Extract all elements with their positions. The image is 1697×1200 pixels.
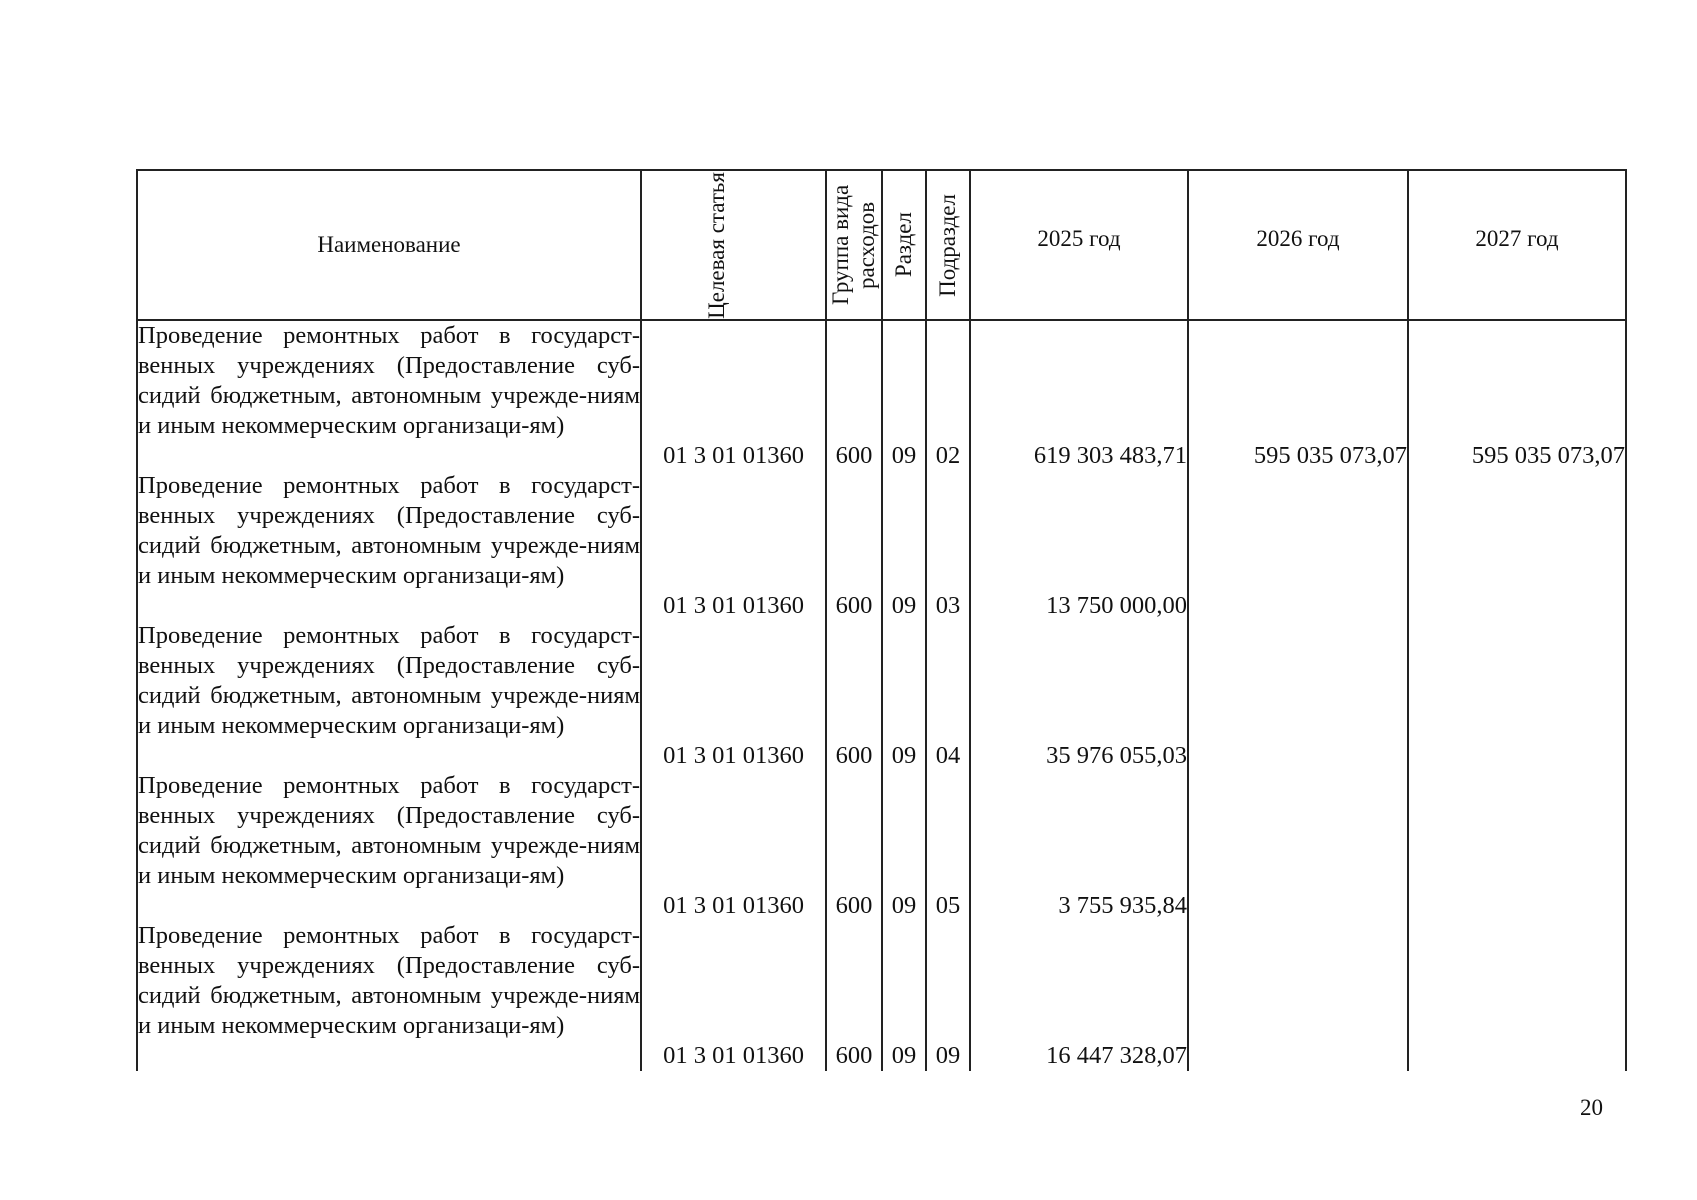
row-section: 09 <box>882 921 926 1071</box>
header-section: Раздел <box>882 170 926 320</box>
row-amount-2025: 3 755 935,84 <box>970 771 1188 921</box>
row-target-article: 01 3 01 01360 <box>641 320 826 471</box>
row-subsection: 05 <box>926 771 970 921</box>
row-name: Проведение ремонтных работ в государст-венных учреждениях (Предоставление суб-сидий бюджетным, автономным учрежде-ниям и иным некоммерческим организаци-ям) <box>137 621 641 771</box>
header-row <box>137 170 1626 320</box>
table-row <box>137 921 1626 1071</box>
row-amount-2025: 35 976 055,03 <box>970 621 1188 771</box>
row-name: Проведение ремонтных работ в государст-венных учреждениях (Предоставление суб-сидий бюджетным, автономным учрежде-ниям и иным некоммерческим организаци-ям) <box>137 320 641 471</box>
row-target-article: 01 3 01 01360 <box>641 771 826 921</box>
row-expense-group: 600 <box>826 471 882 621</box>
row-amount-2027 <box>1408 771 1626 921</box>
table-row <box>137 471 1626 621</box>
header-name: Наименование <box>137 170 641 320</box>
row-amount-2026 <box>1188 921 1408 1071</box>
row-amount-2026 <box>1188 471 1408 621</box>
header-subsection: Подраздел <box>926 170 970 320</box>
header-expense-group: Группа вида расходов <box>826 170 882 320</box>
row-name: Проведение ремонтных работ в государст-венных учреждениях (Предоставление суб-сидий бюджетным, автономным учрежде-ниям и иным некоммерческим организаци-ям) <box>137 921 641 1071</box>
row-amount-2027 <box>1408 921 1626 1071</box>
row-target-article: 01 3 01 01360 <box>641 921 826 1071</box>
row-amount-2025: 16 447 328,07 <box>970 921 1188 1071</box>
row-amount-2027 <box>1408 621 1626 771</box>
row-section: 09 <box>882 621 926 771</box>
row-amount-2025: 619 303 483,71 <box>970 320 1188 471</box>
header-year-2026: 2026 год <box>1188 170 1408 320</box>
row-subsection: 04 <box>926 621 970 771</box>
page-number: 20 <box>1580 1095 1603 1120</box>
row-amount-2027 <box>1408 471 1626 621</box>
row-amount-2026 <box>1188 771 1408 921</box>
header-year-2025: 2025 год <box>970 170 1188 320</box>
row-section: 09 <box>882 771 926 921</box>
row-amount-2026 <box>1188 621 1408 771</box>
row-subsection: 02 <box>926 320 970 471</box>
row-target-article: 01 3 01 01360 <box>641 621 826 771</box>
row-section: 09 <box>882 471 926 621</box>
header-year-2027: 2027 год <box>1408 170 1626 320</box>
row-amount-2025: 13 750 000,00 <box>970 471 1188 621</box>
row-expense-group: 600 <box>826 621 882 771</box>
header-target-article: Целевая статья <box>641 170 826 320</box>
row-name: Проведение ремонтных работ в государст-венных учреждениях (Предоставление суб-сидий бюджетным, автономным учрежде-ниям и иным некоммерческим организаци-ям) <box>137 471 641 621</box>
row-amount-2026: 595 035 073,07 <box>1188 320 1408 471</box>
row-target-article: 01 3 01 01360 <box>641 471 826 621</box>
row-amount-2027: 595 035 073,07 <box>1408 320 1626 471</box>
table-row <box>137 320 1626 471</box>
row-expense-group: 600 <box>826 921 882 1071</box>
row-section: 09 <box>882 320 926 471</box>
row-subsection: 03 <box>926 471 970 621</box>
row-expense-group: 600 <box>826 320 882 471</box>
table-row <box>137 771 1626 921</box>
budget-table <box>136 169 1627 1071</box>
row-name: Проведение ремонтных работ в государст-венных учреждениях (Предоставление суб-сидий бюджетным, автономным учрежде-ниям и иным некоммерческим организаци-ям) <box>137 771 641 921</box>
row-subsection: 09 <box>926 921 970 1071</box>
table-row <box>137 621 1626 771</box>
row-expense-group: 600 <box>826 771 882 921</box>
